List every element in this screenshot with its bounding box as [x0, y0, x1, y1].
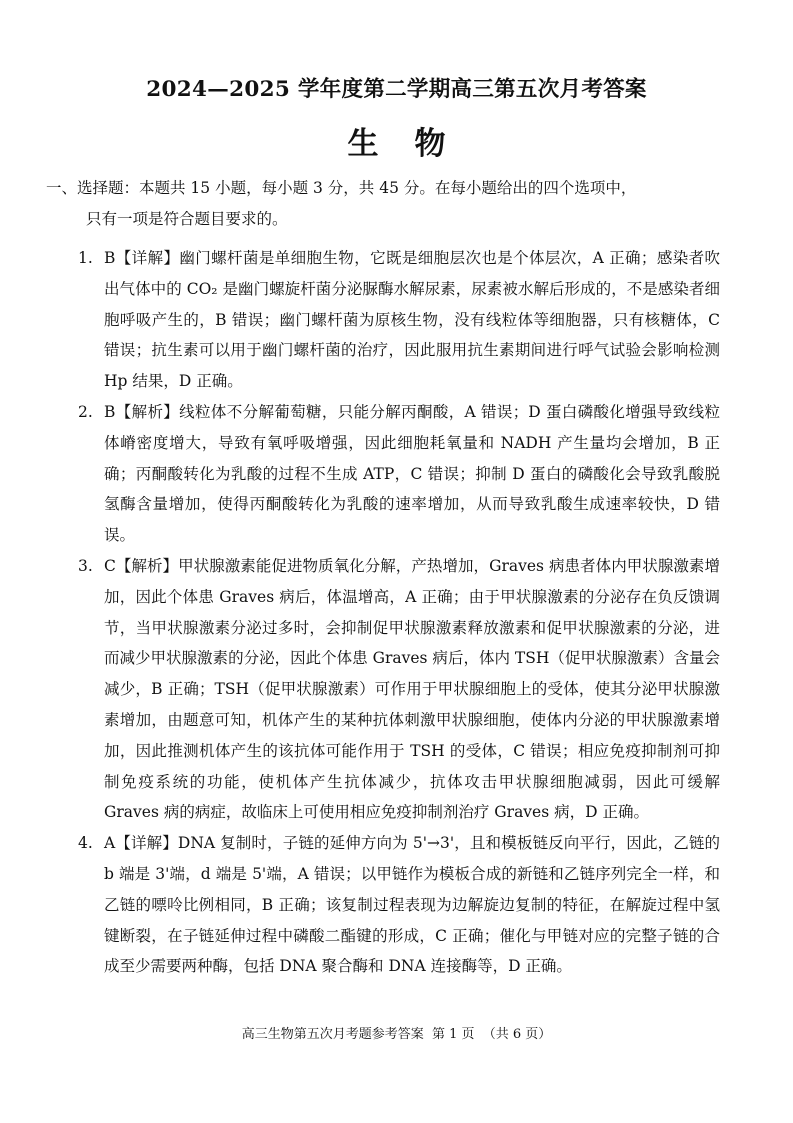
question-item: [78, 243, 720, 397]
subject-char-2: 物: [414, 126, 446, 162]
question-answer-text: A【详解】DNA 复制时，子链的延伸方向为 5'→3'，且和模板链反向平行，因此，乙链的 b 端是 3'端，d 端是 5'端，A 错误；以甲链作为模板合成的新链和乙链序列完全一样，和乙链的嘌呤比例相同，B 正确；该复制过程表现为边解旋边复制的特征，在解旋过程中氢键断裂，在子链延伸过程中磷酸二酯键的形成，C 正确；催化与甲链对应的完整子链的合成至少需要两种酶，包括 DNA 聚合酶和 DNA 连接酶等，D 正确。: [104, 834, 720, 976]
question-item: [78, 828, 720, 982]
question-answer-text: B【解析】线粒体不分解葡萄糖，只能分解丙酮酸，A 错误；D 蛋白磷酸化增强导致线粒体嵴密度增大，导致有氧呼吸增强，因此细胞耗氧量和 NADH 产生量均会增加，B 正确；丙酮酸转化为乳酸的过程不生成 ATP，C 错误；抑制 D 蛋白的磷酸化会导致乳酸脱氢酶含量增加，使得丙酮酸转化为乳酸的速率增加，从而导致乳酸生成速率较快，D 错误。: [104, 402, 720, 545]
question-answer-text: C【解析】甲状腺激素能促进物质氧化分解，产热增加，Graves 病患者体内甲状腺激素增加，因此个体患 Graves 病后，体温增高，A 正确；由于甲状腺激素的分泌存在负反馈调节，当甲状腺激素分泌过多时，会抑制促甲状腺激素释放激素和促甲状腺激素的分泌，进而减少甲状腺激素的分泌，因此个体患 Graves 病后，体内 TSH（促甲状腺激素）含量会减少，B 正确；TSH（促甲状腺激素）可作用于甲状腺细胞上的受体，使其分泌甲状腺激素增加，由题意可知，机体产生的某种抗体刺激甲状腺细胞，使体内分泌的甲状腺激素增加，因此推测机体产生的该抗体可能作用于 TSH 的受体，C 错误；相应免疫抑制剂可抑制免疫系统的功能，使机体产生抗体减少，抗体攻击甲状腺细胞减弱，因此可缓解 Graves 病的病症，故临床上可使用相应免疫抑制剂治疗 Graves 病，D 正确。: [104, 556, 720, 822]
question-item: [78, 551, 720, 828]
subject-char-1: 生: [347, 126, 379, 162]
question-list: [78, 243, 720, 982]
section-heading: [46, 173, 723, 235]
question-answer-text: B【详解】幽门螺杆菌是单细胞生物，它既是细胞层次也是个体层次，A 正确；感染者吹出气体中的 CO₂ 是幽门螺旋杆菌分泌脲酶水解尿素，尿素被水解后形成的，不是感染者细胞呼吸产生的，B 错误；幽门螺杆菌为原核生物，没有线粒体等细胞器，只有核糖体，C 错误；抗生素可以用于幽门螺杆菌的治疗，因此服用抗生素期间进行呼气试验会影响检测 Hp 结果，D 正确。: [104, 249, 720, 391]
page-footer: 高三生物第五次月考题参考答案 第 1 页 （共 6 页）: [241, 1027, 552, 1042]
document-title: 2024—2025 学年度第二学期高三第五次月考答案: [146, 77, 647, 102]
question-number: 4.: [78, 834, 93, 853]
question-number: 2.: [78, 402, 93, 421]
section-heading-line-1: 一、选择题：本题共 15 小题，每小题 3 分，共 45 分。在每小题给出的四个选项中，: [46, 179, 637, 197]
section-heading-line-2: 只有一项是符合题目要求的。: [86, 210, 288, 228]
subject-heading: [0, 118, 793, 163]
question-number: 3.: [78, 556, 93, 575]
question-item: [78, 397, 720, 551]
question-number: 1.: [78, 249, 93, 267]
